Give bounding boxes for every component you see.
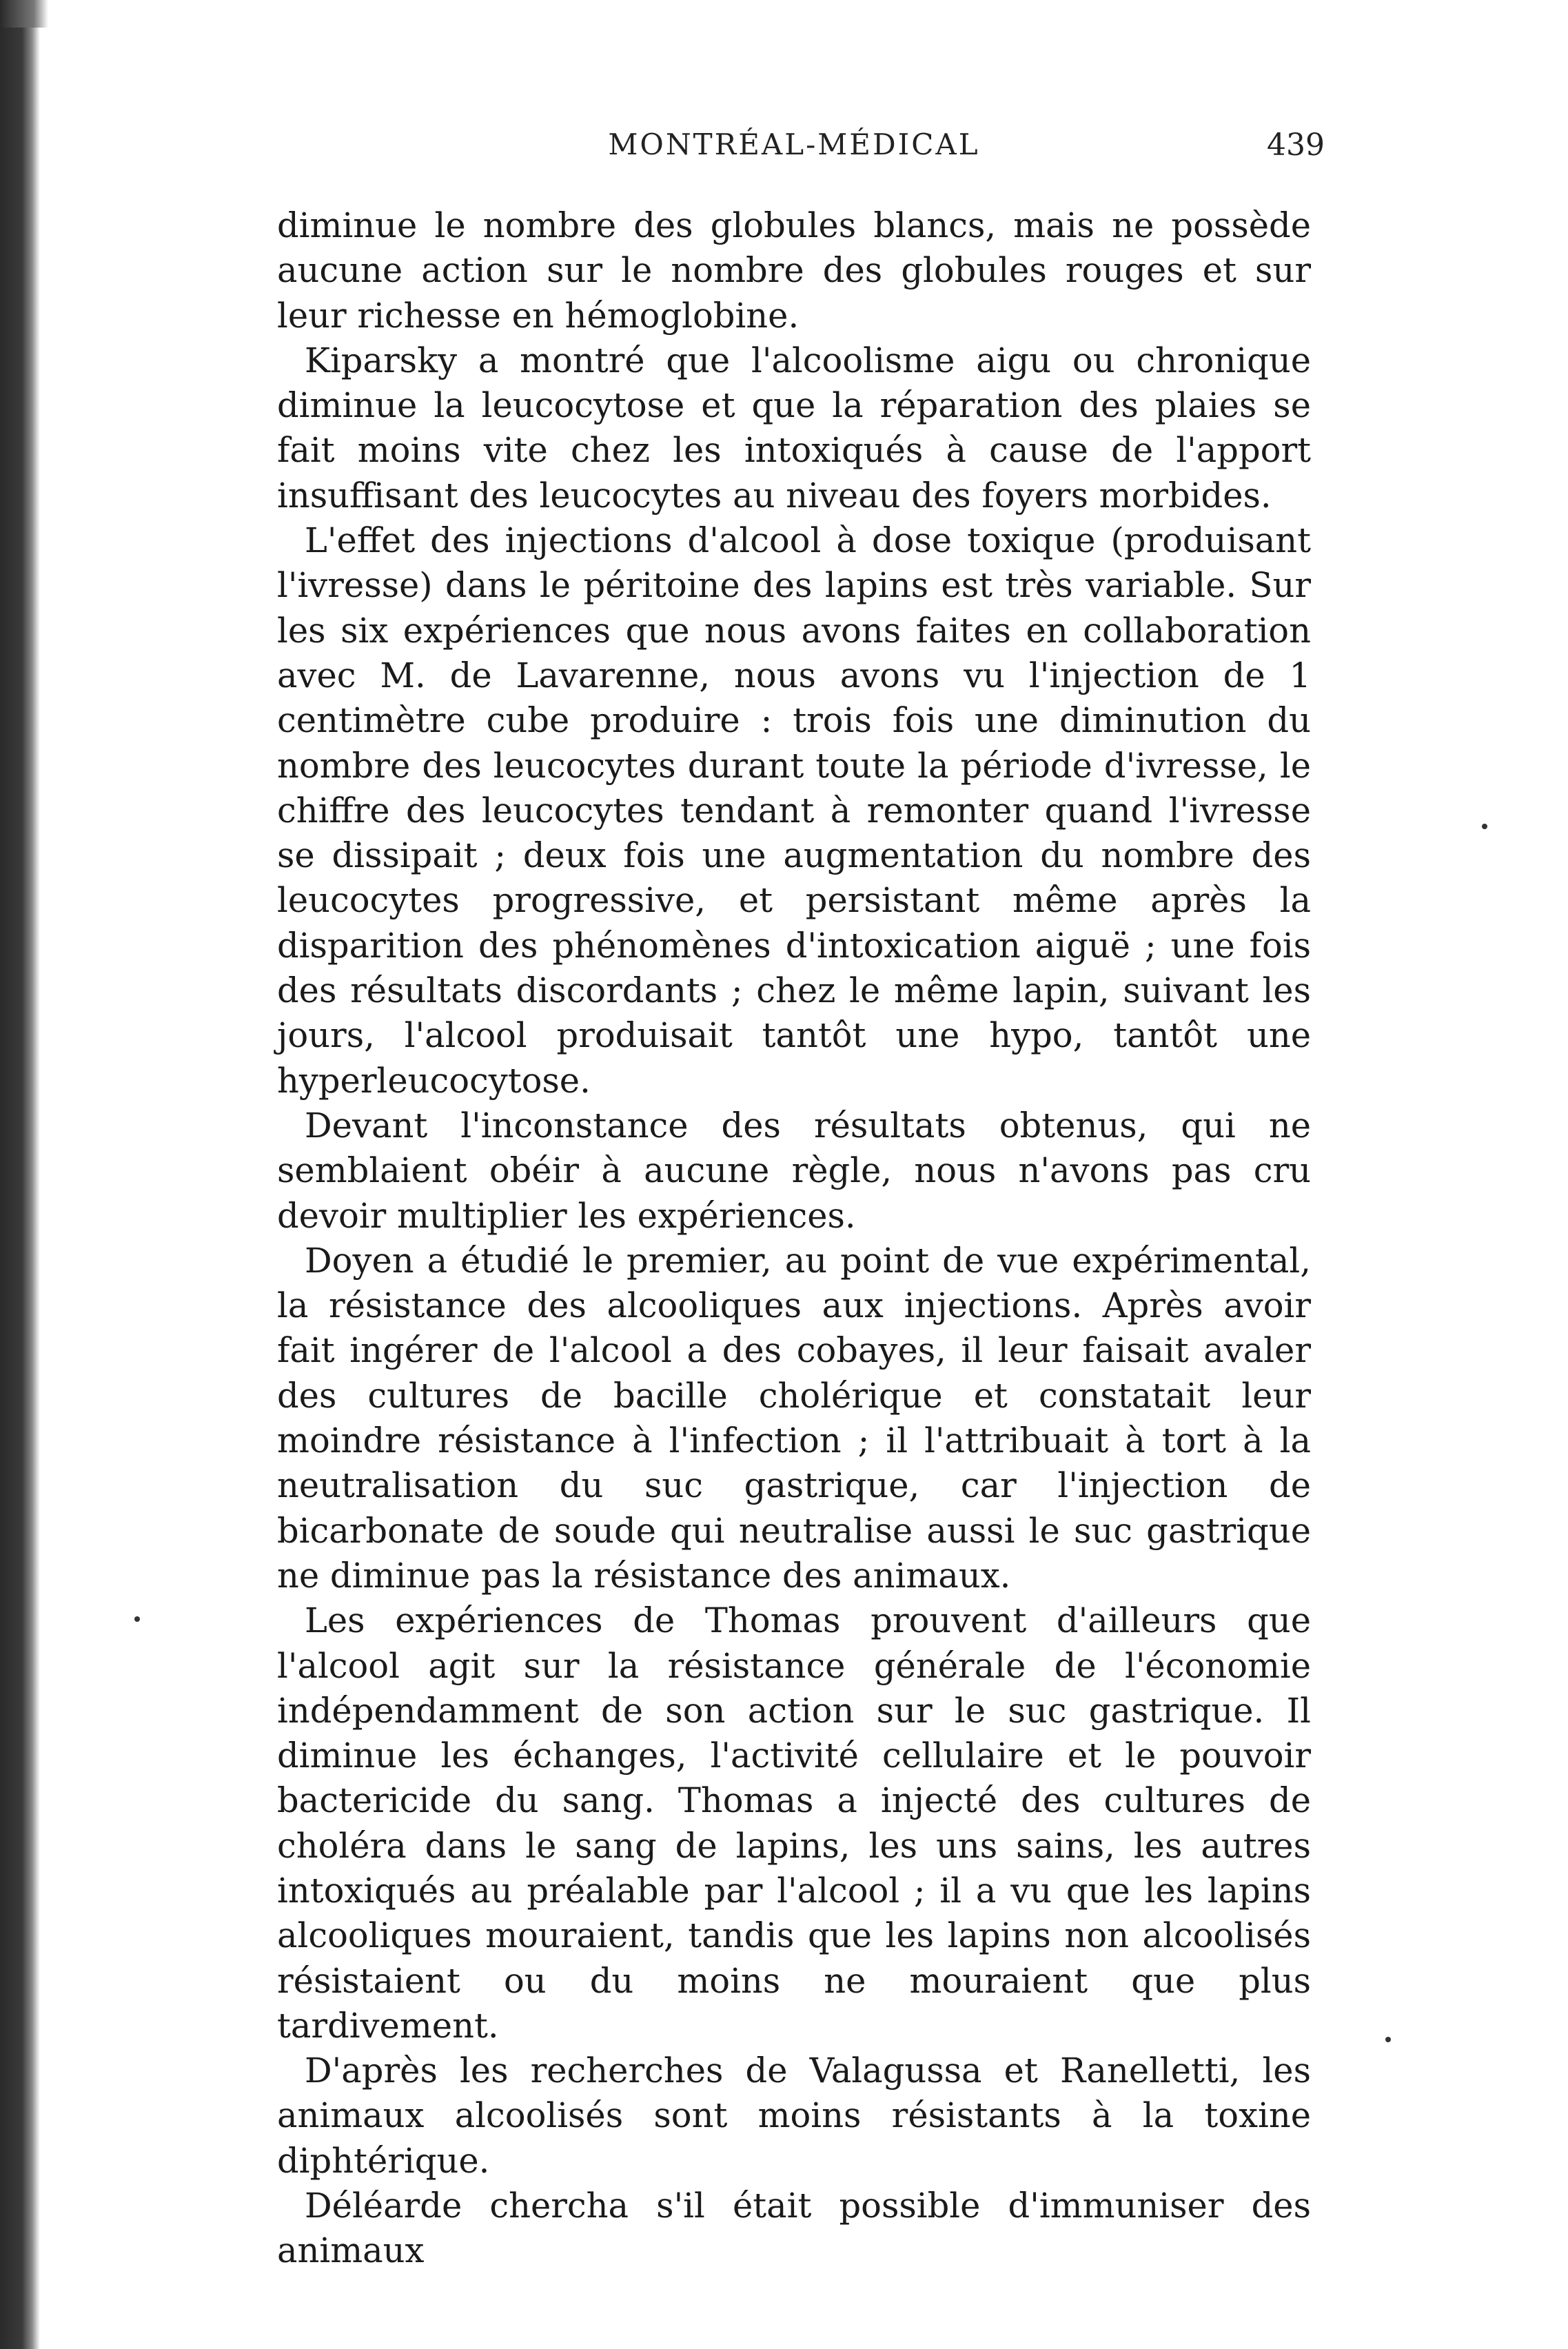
book-page [277, 128, 1325, 2271]
body-text [277, 203, 1311, 2274]
book-binding-corner [0, 0, 48, 28]
paragraph-6: Les expériences de Thomas prouvent d'ailleurs que l'alcool agit sur la résistance générale de l'économie indépendamment de son action sur le suc gastrique. Il diminue les échanges, l'activité cellulaire et le pouvoir bactericide du sang. Thomas a injecté des cultures de choléra dans le sang de lapins, les uns sains, les autres intoxiqués au préalable par l'alcool ; il a vu que les lapins alcooliques mouraient, tandis que les lapins non alcoolisés résistaient ou du moins ne mouraient que plus tardivement. [277, 1600, 1311, 2046]
paragraph-8: Déléarde chercha s'il était possible d'immuniser des animaux [277, 2186, 1311, 2271]
book-binding-edge [0, 0, 40, 2349]
paragraph-3: L'effet des injections d'alcool à dose toxique (produisant l'ivresse) dans le péritoine des lapins est très variable. Sur les six expériences que nous avons faites en collaboration avec M. de Lavarenne, nous avons vu l'injection de 1 centimètre cube produire : trois fois une diminution du nombre des leucocytes durant toute la période d'ivresse, le chiffre des leucocytes tendant à remonter quand l'ivresse se dissipait ; deux fois une augmentation du nombre des leucocytes progressive, et persistant même après la disparition des phénomènes d'intoxication aiguë ; une fois des résultats discordants ; chez le même lapin, suivant les jours, l'alcool produisait tantôt une hypo, tantôt une hyperleucocytose. [277, 520, 1311, 1101]
paragraph-4: Devant l'inconstance des résultats obtenus, qui ne semblaient obéir à aucune règle, nous n'avons pas cru devoir multiplier les expériences. [277, 1105, 1311, 1236]
page-number: 439 [1267, 128, 1325, 163]
scan-speck [1482, 824, 1487, 829]
scan-speck [1385, 2037, 1391, 2042]
paragraph-7: D'après les recherches de Valagussa et Ranelletti, les animaux alcoolisés sont moins résistants à la toxine diphtérique. [277, 2051, 1311, 2181]
paragraph-2: Kiparsky a montré que l'alcoolisme aigu ou chronique diminue la leucocytose et que la réparation des plaies se fait moins vite chez les intoxiqués à cause de l'apport insuffisant des leucocytes au niveau des foyers morbides. [277, 340, 1311, 516]
paragraph-1: diminue le nombre des globules blancs, mais ne possède aucune action sur le nombre des globules rouges et sur leur richesse en hémoglobine. [277, 205, 1311, 336]
running-title: MONTRÉAL-MÉDICAL [608, 128, 980, 161]
running-head [277, 128, 1325, 176]
paragraph-5: Doyen a étudié le premier, au point de vue expérimental, la résistance des alcooliques aux injections. Après avoir fait ingérer de l'alcool a des cobayes, il leur faisait avaler des cultures de bacille cholérique et constatait leur moindre résistance à l'infection ; il l'attribuait à tort à la neutralisation du suc gastrique, car l'injection de bicarbonate de soude qui neutralise aussi le suc gastrique ne diminue pas la résistance des animaux. [277, 1240, 1311, 1596]
scan-speck [134, 1616, 140, 1622]
